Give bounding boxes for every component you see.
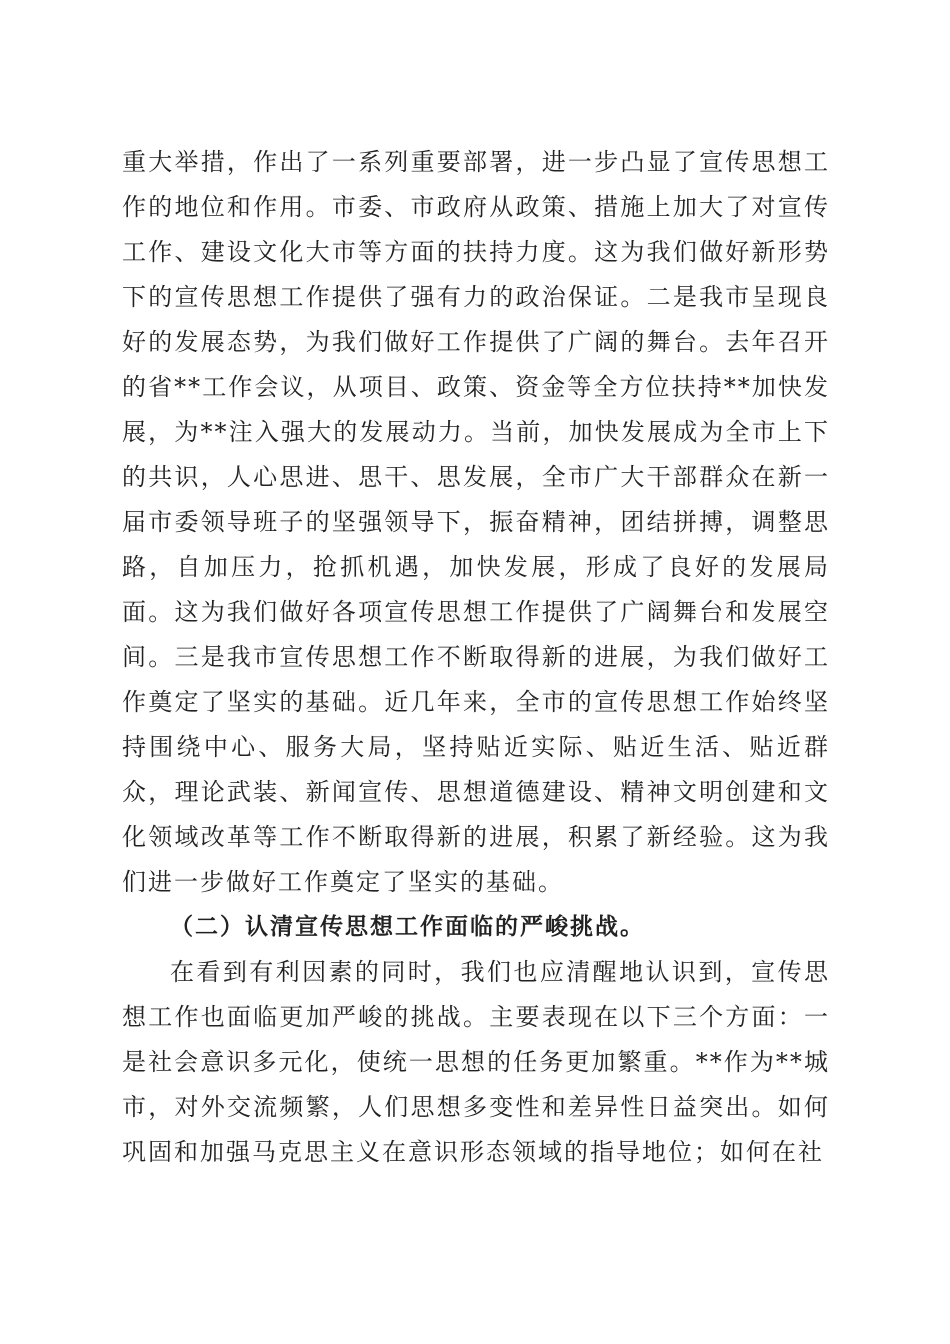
section-heading: （二）认清宣传思想工作面临的严峻挑战。 xyxy=(170,914,645,940)
document-body xyxy=(122,140,830,1175)
body-paragraph: 重大举措，作出了一系列重要部署，进一步凸显了宣传思想工作的地位和作用。市委、市政府从政策、措施上加大了对宣传工作、建设文化大市等方面的扶持力度。这为我们做好新形势下的宣传思想工作提供了强有力的政治保证。二是我市呈现良好的发展态势，为我们做好工作提供了广阔的舞台。去年召开的省**工作会议，从项目、政策、资金等全方位扶持**加快发展，为**注入强大的发展动力。当前，加快发展成为全市上下的共识，人心思进、思干、思发展，全市广大干部群众在新一届市委领导班子的坚强领导下，振奋精神，团结拼搏，调整思路，自加压力，抢抓机遇，加快发展，形成了良好的发展局面。这为我们做好各项宣传思想工作提供了广阔舞台和发展空间。三是我市宣传思想工作不断取得新的进展，为我们做好工作奠定了坚实的基础。近几年来，全市的宣传思想工作始终坚持围绕中心、服务大局，坚持贴近实际、贴近生活、贴近群众，理论武装、新闻宣传、思想道德建设、精神文明创建和文化领域改革等工作不断取得新的进展，积累了新经验。这为我们进一步做好工作奠定了坚实的基础。 xyxy=(122,148,830,896)
closing-paragraph: 在看到有利因素的同时，我们也应清醒地认识到，宣传思想工作也面临更加严峻的挑战。主要表现在以下三个方面：一是社会意识多元化，使统一思想的任务更加繁重。**作为**城市，对外交流频繁，人们思想多变性和差异性日益突出。如何巩固和加强马克思主义在意识形态领域的指导地位；如何在社 xyxy=(122,958,830,1166)
